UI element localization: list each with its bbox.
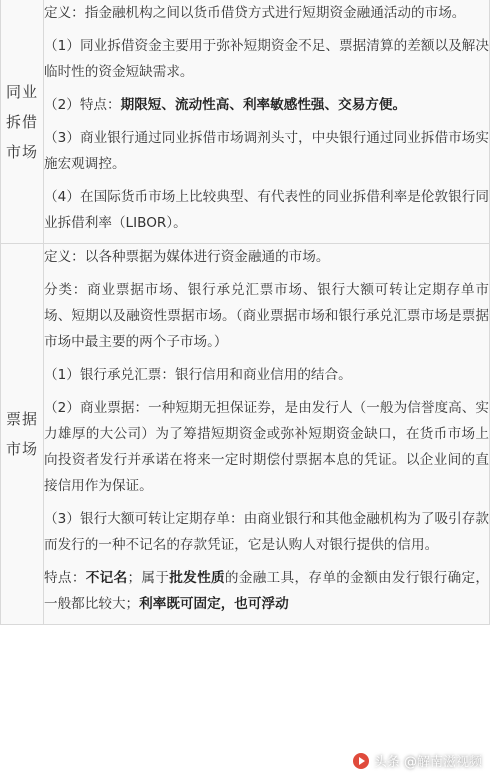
paragraph: （1）银行承兑汇票：银行信用和商业信用的结合。: [44, 367, 352, 383]
paragraph: （3）银行大额可转让定期存单：由商业银行和其他金融机构为了吸引存款而发行的一种不记名的存款凭证，它是认购人对银行提供的信用。: [44, 511, 489, 553]
paragraph: [44, 92, 489, 118]
row-content-cell: [44, 0, 490, 244]
row-label: 拆借: [5, 112, 38, 131]
play-logo-icon: [353, 753, 369, 769]
paragraph-text: ；属于: [127, 570, 170, 586]
paragraph: [44, 565, 489, 617]
table-row: [1, 0, 490, 244]
row-label: 同业: [5, 82, 38, 101]
paragraph: （4）在国际货币市场上比较典型、有代表性的同业拆借利率是伦敦银行同业拆借利率（LIBOR）。: [44, 189, 489, 231]
paragraph-text: 的金融工具，存单的金额由发行银行确定，一般都比较大；: [44, 570, 490, 612]
paragraph-prefix: 特点：: [44, 570, 86, 586]
row-label: 票据: [5, 410, 38, 428]
paragraph: （1）同业拆借资金主要用于弥补短期资金不足、票据清算的差额以及解决临时性的资金短缺需求。: [44, 38, 489, 80]
table-row: [1, 244, 490, 625]
row-label: 市场: [5, 440, 38, 458]
row-label: 市场: [5, 142, 38, 161]
watermark: [353, 751, 482, 770]
paragraph-bold: 批发性质: [169, 570, 225, 586]
paragraph: （3）商业银行通过同业拆借市场调剂头寸，中央银行通过同业拆借市场实施宏观调控。: [44, 130, 489, 172]
paragraph: （2）商业票据：一种短期无担保证券，是由发行人（一般为信誉度高、实力雄厚的大公司）为了筹措短期资金或弥补短期资金缺口，在货币市场上向投资者发行并承诺在将来一定时期偿付票据本息的凭证。以企业间的直接信用作为保证。: [44, 400, 489, 494]
row-label-cell: [1, 0, 44, 244]
row-label-cell: [1, 244, 44, 625]
paragraph: 定义：指金融机构之间以货币借贷方式进行短期资金融通活动的市场。: [44, 5, 466, 21]
paragraph-prefix: （2）特点：: [44, 97, 121, 113]
watermark-text: 头条 @解南滋视频: [373, 755, 482, 770]
paragraph-bold: 利率既可固定，也可浮动: [139, 596, 289, 612]
paragraph-bold: 不记名: [85, 570, 128, 586]
paragraph: 分类：商业票据市场、银行承兑汇票市场、银行大额可转让定期存单市场、短期以及融资性票据市场。（商业票据市场和银行承兑汇票市场是票据市场中最主要的两个子市场。）: [44, 282, 489, 350]
paragraph: 定义：以各种票据为媒体进行资金融通的市场。: [44, 249, 330, 265]
row-content-cell: [44, 244, 490, 625]
paragraph-bold: 期限短、流动性高、利率敏感性强、交易方便。: [120, 97, 407, 113]
